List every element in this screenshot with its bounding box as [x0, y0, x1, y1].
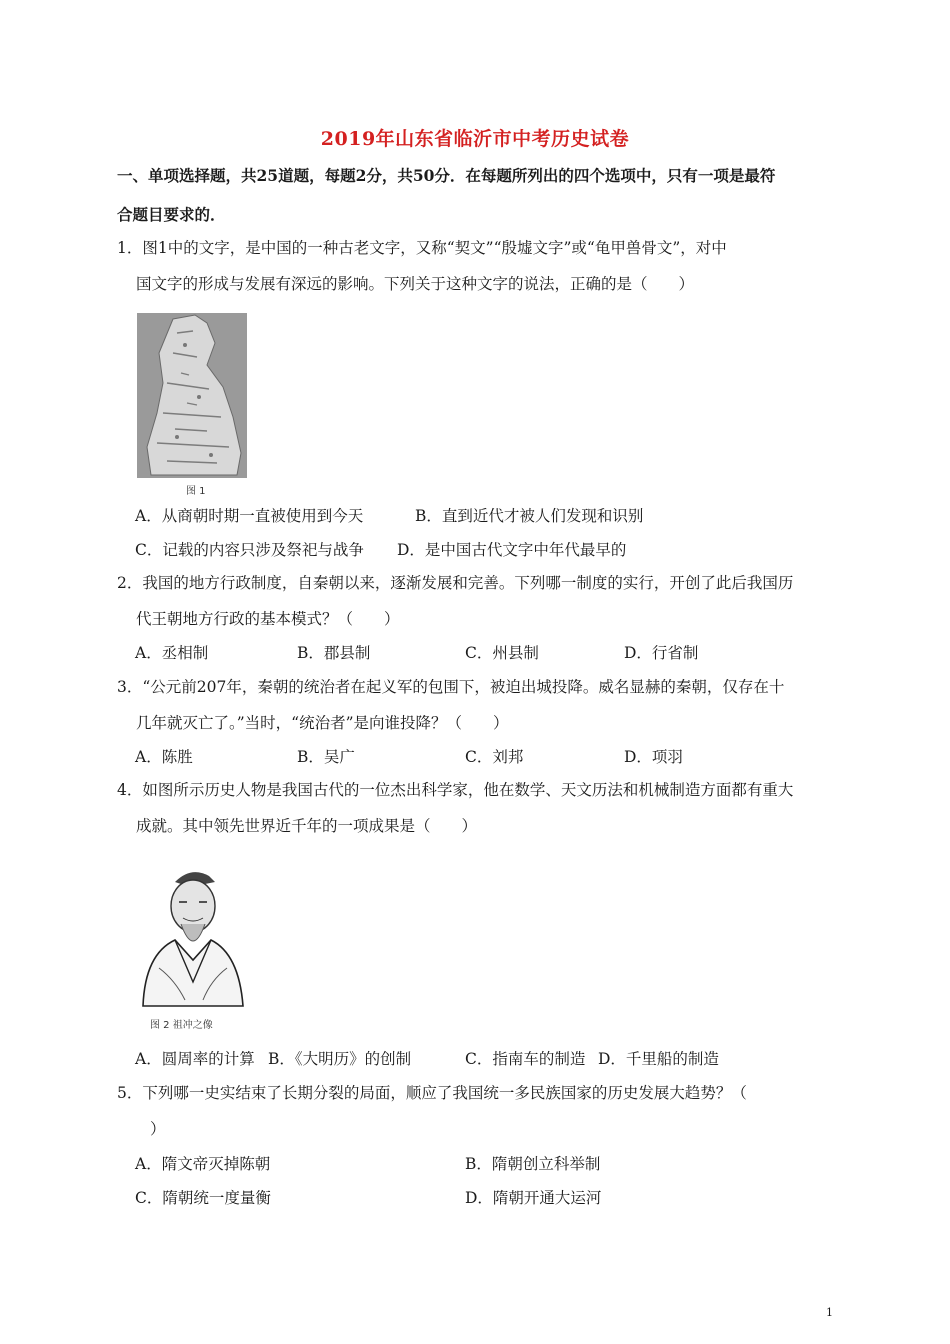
q1-stem-line2: 国文字的形成与发展有深远的影响。下列关于这种文字的说法，正确的是（ ） [136, 275, 695, 293]
q2-stem-line1: 2．我国的地方行政制度，自秦朝以来，逐渐发展和完善。下列哪一制度的实行，开创了此后我国历 [117, 574, 794, 592]
oracle-bone-figure [137, 313, 247, 478]
q2-option-b[interactable]: B．郡县制 [297, 644, 371, 662]
q1-stem-line1: 1．图1中的文字，是中国的一种古老文字，又称“契文”“殷墟文字”或“龟甲兽骨文”，对中 [117, 239, 727, 257]
q1-option-c[interactable]: C．记载的内容只涉及祭祀与战争 [135, 541, 364, 559]
page-number: 1 [826, 1306, 833, 1319]
q4-stem-line1: 4．如图所示历史人物是我国古代的一位杰出科学家，他在数学、天文历法和机械制造方面都有重大 [117, 781, 794, 799]
page-title: 2019年山东省临沂市中考历史试卷 [320, 128, 630, 150]
q2-option-c[interactable]: C．州县制 [465, 644, 539, 662]
q5-stem-line2: ） [150, 1120, 166, 1138]
q4-option-d[interactable]: D．千里船的制造 [598, 1050, 719, 1068]
q3-stem-line1: 3．“公元前207年，秦朝的统治者在起义军的包围下，被迫出城投降。威名显赫的秦朝，仅存在十 [117, 678, 785, 696]
q4-stem-line2: 成就。其中领先世界近千年的一项成果是（ ） [136, 817, 478, 835]
q4-option-b[interactable]: B．《大明历》的创制 [268, 1050, 412, 1068]
q1-option-b[interactable]: B．直到近代才被人们发现和识别 [415, 507, 644, 525]
zu-chongzhi-portrait [135, 862, 247, 1010]
section-instructions-line2: 合题目要求的． [117, 205, 226, 224]
q3-stem-line2: 几年就灭亡了。”当时，“统治者”是向谁投降？（ ） [136, 714, 509, 732]
q5-option-a[interactable]: A．隋文帝灭掉陈朝 [135, 1155, 271, 1173]
q4-figure-caption: 图 2 祖冲之像 [150, 1020, 213, 1031]
q4-option-c[interactable]: C．指南车的制造 [465, 1050, 586, 1068]
section-instructions-line1: 一、单项选择题，共25道题，每题2分，共50分．在每题所列出的四个选项中，只有一项是最符 [117, 166, 776, 185]
q2-option-d[interactable]: D．行省制 [624, 644, 699, 662]
q2-option-a[interactable]: A．丞相制 [135, 644, 209, 662]
q3-option-b[interactable]: B．吴广 [297, 748, 355, 766]
q3-option-a[interactable]: A．陈胜 [135, 748, 193, 766]
q4-option-a[interactable]: A．圆周率的计算 [135, 1050, 255, 1068]
q5-stem-line1: 5．下列哪一史实结束了长期分裂的局面，顺应了我国统一多民族国家的历史发展大趋势？（ [117, 1084, 747, 1102]
q3-option-d[interactable]: D．项羽 [624, 748, 683, 766]
q2-stem-line2: 代王朝地方行政的基本模式？（ ） [136, 610, 400, 628]
q5-option-c[interactable]: C．隋朝统一度量衡 [135, 1189, 271, 1207]
q5-option-b[interactable]: B．隋朝创立科举制 [465, 1155, 601, 1173]
q1-option-d[interactable]: D．是中国古代文字中年代最早的 [397, 541, 627, 559]
q5-option-d[interactable]: D．隋朝开通大运河 [465, 1189, 602, 1207]
q3-option-c[interactable]: C．刘邦 [465, 748, 524, 766]
q1-figure-caption: 图 1 [186, 486, 206, 497]
q1-option-a[interactable]: A．从商朝时期一直被使用到今天 [135, 507, 364, 525]
